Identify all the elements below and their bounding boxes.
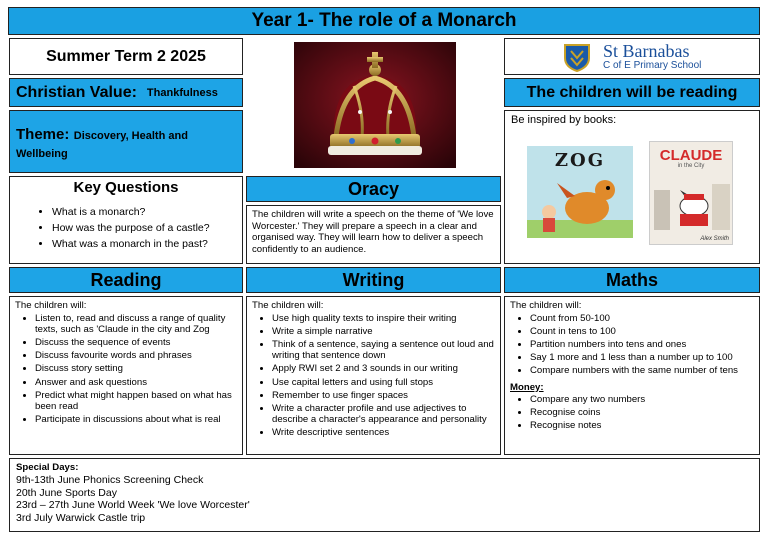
books-intro: Be inspired by books: bbox=[511, 114, 617, 126]
claude-book-cover bbox=[649, 141, 733, 245]
list-item: • Apply RWI set 2 and 3 sounds in our writing bbox=[272, 363, 495, 375]
christian-value-label: Christian Value: bbox=[16, 83, 137, 101]
zog-book-cover bbox=[527, 146, 633, 238]
theme-box bbox=[9, 110, 243, 173]
theme-label: Theme: bbox=[16, 126, 70, 143]
oracy-box bbox=[246, 205, 501, 264]
list-item: • Remember to use finger spaces bbox=[272, 390, 495, 402]
list-item: • Use high quality texts to inspire their writing bbox=[272, 313, 495, 325]
list-item: • Answer and ask questions bbox=[35, 377, 237, 389]
special-day-date: 9th-13th bbox=[16, 474, 55, 487]
key-question: • What is a monarch? bbox=[52, 206, 242, 218]
oracy-heading: Oracy bbox=[347, 178, 400, 199]
writing-list bbox=[252, 313, 495, 439]
christian-value-text: Thankfulness bbox=[146, 86, 218, 99]
maths-box bbox=[504, 296, 760, 455]
special-day bbox=[16, 474, 753, 486]
zog-book-title: ZOG bbox=[554, 150, 606, 171]
books-heading-box bbox=[504, 78, 760, 107]
christian-value-box bbox=[9, 78, 243, 107]
school-name: St Barnabas bbox=[603, 41, 690, 61]
dragon-illustration-icon bbox=[527, 168, 633, 238]
list-item: • Compare numbers with the same number of tens bbox=[530, 365, 754, 377]
key-questions-list bbox=[10, 206, 242, 250]
special-days-box bbox=[9, 458, 760, 532]
writing-intro: The children will: bbox=[252, 300, 324, 311]
school-logo-box bbox=[504, 38, 760, 75]
theme-text: Discovery, Health and Wellbeing bbox=[16, 130, 188, 160]
list-item: • Count from 50-100 bbox=[530, 313, 754, 325]
list-item: • Write a character profile and use adjectives to describe a character's appearance and personality bbox=[272, 403, 495, 426]
books-box bbox=[504, 110, 760, 264]
special-day-date: 23rd bbox=[16, 499, 38, 512]
special-day-text: June Sports Day bbox=[36, 486, 117, 499]
list-item: • Say 1 more and 1 less than a number up to 100 bbox=[530, 352, 754, 364]
term-box bbox=[9, 38, 243, 75]
list-item: • Count in tens to 100 bbox=[530, 326, 754, 338]
shield-icon bbox=[562, 42, 592, 72]
maths-heading-box bbox=[504, 267, 760, 293]
special-day bbox=[16, 487, 753, 499]
list-item: • Discuss favourite words and phrases bbox=[35, 350, 237, 362]
oracy-heading-box bbox=[246, 176, 501, 202]
list-item: • Write a simple narrative bbox=[272, 326, 495, 338]
reading-heading-box bbox=[9, 267, 243, 293]
special-day-text: – 27th June World Week 'We love Worcester' bbox=[37, 499, 250, 512]
list-item: • Think of a sentence, saying a sentence out loud and writing that sentence down bbox=[272, 339, 495, 362]
special-days-heading: Special Days: bbox=[16, 462, 79, 473]
page-title-text: Year 1- The role of a Monarch bbox=[251, 10, 517, 31]
special-day bbox=[16, 499, 753, 511]
page-title bbox=[8, 7, 760, 35]
books-heading: The children will be reading bbox=[526, 83, 738, 101]
maths-intro: The children will: bbox=[510, 300, 582, 311]
key-question: • How was the purpose of a castle? bbox=[52, 222, 242, 234]
money-list bbox=[510, 394, 754, 432]
crown-image-frame bbox=[246, 38, 501, 173]
crown-image bbox=[294, 42, 456, 168]
list-item: • Use capital letters and using full stops bbox=[272, 377, 495, 389]
list-item: • Compare any two numbers bbox=[530, 394, 754, 406]
claude-book-title: CLAUDE bbox=[659, 147, 723, 164]
key-question: • What was a monarch in the past? bbox=[52, 238, 242, 250]
claude-book-subtitle: in the City bbox=[677, 163, 705, 169]
list-item: • Predict what might happen based on what has been read bbox=[35, 390, 237, 413]
reading-heading: Reading bbox=[90, 269, 162, 290]
list-item: • Partition numbers into tens and ones bbox=[530, 339, 754, 351]
list-item: • Discuss the sequence of events bbox=[35, 337, 237, 349]
maths-list bbox=[510, 313, 754, 377]
list-item: • Write descriptive sentences bbox=[272, 427, 495, 439]
key-questions-box bbox=[9, 176, 243, 264]
term-text: Summer Term 2 2025 bbox=[46, 47, 206, 65]
special-day-date: 20th bbox=[16, 486, 37, 499]
school-sub: C of E Primary School bbox=[603, 60, 702, 71]
list-item: • Discuss story setting bbox=[35, 363, 237, 375]
key-questions-heading: Key Questions bbox=[73, 179, 179, 196]
reading-list bbox=[15, 313, 237, 426]
writing-heading: Writing bbox=[342, 269, 405, 290]
oracy-text: The children will write a speech on the theme of 'We love Worcester.' They will prepare a speech in a clear and organised way. They will learn how to deliver a speech confidently to an audience. bbox=[252, 209, 494, 255]
list-item: • Listen to, read and discuss a range of quality texts, such as 'Claude in the city and Zog bbox=[35, 313, 237, 336]
special-day-date: 3rd bbox=[16, 511, 32, 524]
writing-heading-box bbox=[246, 267, 501, 293]
special-day-text: June Phonics Screening Check bbox=[54, 474, 204, 487]
special-day bbox=[16, 512, 753, 524]
list-item: • Participate in discussions about what is real bbox=[35, 414, 237, 426]
writing-box bbox=[246, 296, 501, 455]
reading-box bbox=[9, 296, 243, 455]
money-heading: Money: bbox=[510, 381, 544, 393]
list-item: • Recognise notes bbox=[530, 420, 754, 432]
dog-illustration-icon bbox=[650, 176, 733, 236]
claude-book-author: Alex Smith bbox=[700, 236, 729, 242]
reading-intro: The children will: bbox=[15, 300, 87, 311]
list-item: • Recognise coins bbox=[530, 407, 754, 419]
special-day-text: July Warwick Castle trip bbox=[31, 511, 146, 524]
maths-heading: Maths bbox=[605, 269, 658, 290]
